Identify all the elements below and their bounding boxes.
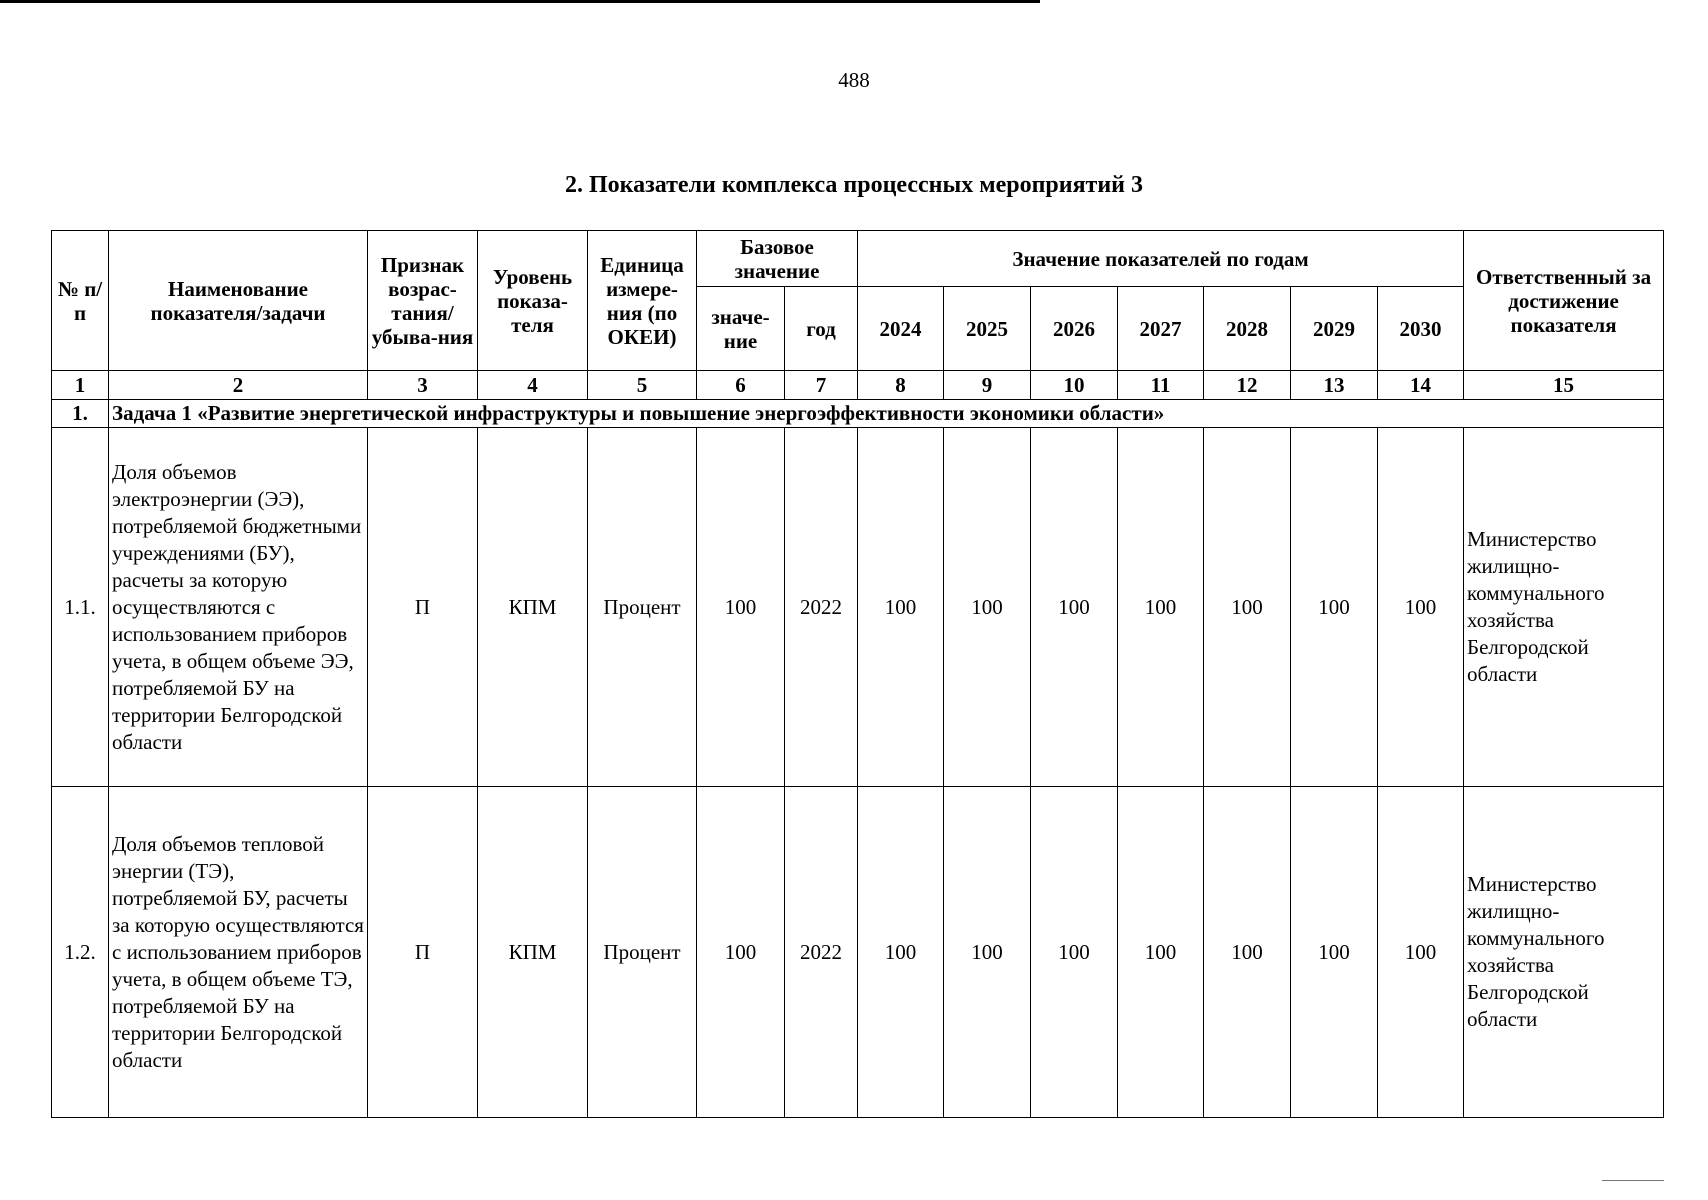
header-level: Уровень показа-теля <box>478 231 588 371</box>
task-row <box>52 400 1664 428</box>
column-number: 4 <box>478 371 588 400</box>
base-value-cell: 100 <box>697 787 785 1118</box>
header-year: 2026 <box>1031 287 1118 371</box>
trend-sign: П <box>368 428 478 787</box>
task-number: 1. <box>52 400 109 428</box>
header-year: 2024 <box>858 287 944 371</box>
column-number: 13 <box>1291 371 1378 400</box>
table-row <box>52 787 1664 1118</box>
column-number: 3 <box>368 371 478 400</box>
header-base-value: значе-ние <box>697 287 785 371</box>
header-base-year: год <box>785 287 858 371</box>
page-number: 488 <box>838 68 870 92</box>
column-number: 5 <box>588 371 697 400</box>
column-number: 14 <box>1378 371 1464 400</box>
year-value-cell: 100 <box>1204 787 1291 1118</box>
column-number: 12 <box>1204 371 1291 400</box>
year-value-cell: 100 <box>944 428 1031 787</box>
responsible-cell: Министерство жилищно-коммунального хозяйства Белгородской области <box>1464 428 1664 787</box>
footer-line <box>1602 1180 1664 1181</box>
header-num: № п/п <box>52 231 109 371</box>
column-number: 7 <box>785 371 858 400</box>
year-value-cell: 100 <box>858 428 944 787</box>
column-number: 8 <box>858 371 944 400</box>
header-years-group: Значение показателей по годам <box>858 231 1464 287</box>
column-number: 9 <box>944 371 1031 400</box>
unit-cell: Процент <box>588 428 697 787</box>
column-number: 10 <box>1031 371 1118 400</box>
top-border-line <box>0 0 1040 3</box>
base-year-cell: 2022 <box>785 787 858 1118</box>
column-number: 2 <box>109 371 368 400</box>
year-value-cell: 100 <box>1291 428 1378 787</box>
year-value-cell: 100 <box>1118 787 1204 1118</box>
indicator-level: КПМ <box>478 428 588 787</box>
column-number: 15 <box>1464 371 1664 400</box>
indicator-name: Доля объемов тепловой энергии (ТЭ), потребляемой БУ, расчеты за которую осуществляются с использованием приборов учета, в общем объеме ТЭ, потребляемой БУ на территории Белгородской области <box>109 787 368 1118</box>
year-value-cell: 100 <box>1031 428 1118 787</box>
header-row-1 <box>52 231 1664 287</box>
year-value-cell: 100 <box>1378 787 1464 1118</box>
header-responsible: Ответственный за достижение показателя <box>1464 231 1664 371</box>
indicators-table <box>51 230 1664 1118</box>
year-value-cell: 100 <box>858 787 944 1118</box>
year-value-cell: 100 <box>944 787 1031 1118</box>
year-value-cell: 100 <box>1031 787 1118 1118</box>
row-number: 1.1. <box>52 428 109 787</box>
table-row <box>52 428 1664 787</box>
responsible-cell: Министерство жилищно-коммунального хозяйства Белгородской области <box>1464 787 1664 1118</box>
header-trend: Признак возрас-тания/ убыва-ния <box>368 231 478 371</box>
column-number: 11 <box>1118 371 1204 400</box>
header-base: Базовое значение <box>697 231 858 287</box>
row-number: 1.2. <box>52 787 109 1118</box>
document-title: 2. Показатели комплекса процессных мероприятий 3 <box>564 172 1143 198</box>
column-number: 6 <box>697 371 785 400</box>
header-year: 2030 <box>1378 287 1464 371</box>
unit-cell: Процент <box>588 787 697 1118</box>
year-value-cell: 100 <box>1204 428 1291 787</box>
indicator-name: Доля объемов электроэнергии (ЭЭ), потребляемой бюджетными учреждениями (БУ), расчеты за которую осуществляются с использованием приборов учета, в общем объеме ЭЭ, потребляемой БУ на территории Белгородской области <box>109 428 368 787</box>
column-number: 1 <box>52 371 109 400</box>
base-year-cell: 2022 <box>785 428 858 787</box>
header-year: 2027 <box>1118 287 1204 371</box>
year-value-cell: 100 <box>1378 428 1464 787</box>
indicator-level: КПМ <box>478 787 588 1118</box>
column-number-row <box>52 371 1664 400</box>
header-name: Наименование показателя/задачи <box>109 231 368 371</box>
task-title: Задача 1 «Развитие энергетической инфраструктуры и повышение энергоэффективности экономики области» <box>109 400 1664 428</box>
header-year: 2025 <box>944 287 1031 371</box>
header-year: 2028 <box>1204 287 1291 371</box>
header-unit: Единица измере-ния (по ОКЕИ) <box>588 231 697 371</box>
year-value-cell: 100 <box>1291 787 1378 1118</box>
trend-sign: П <box>368 787 478 1118</box>
base-value-cell: 100 <box>697 428 785 787</box>
header-year: 2029 <box>1291 287 1378 371</box>
year-value-cell: 100 <box>1118 428 1204 787</box>
